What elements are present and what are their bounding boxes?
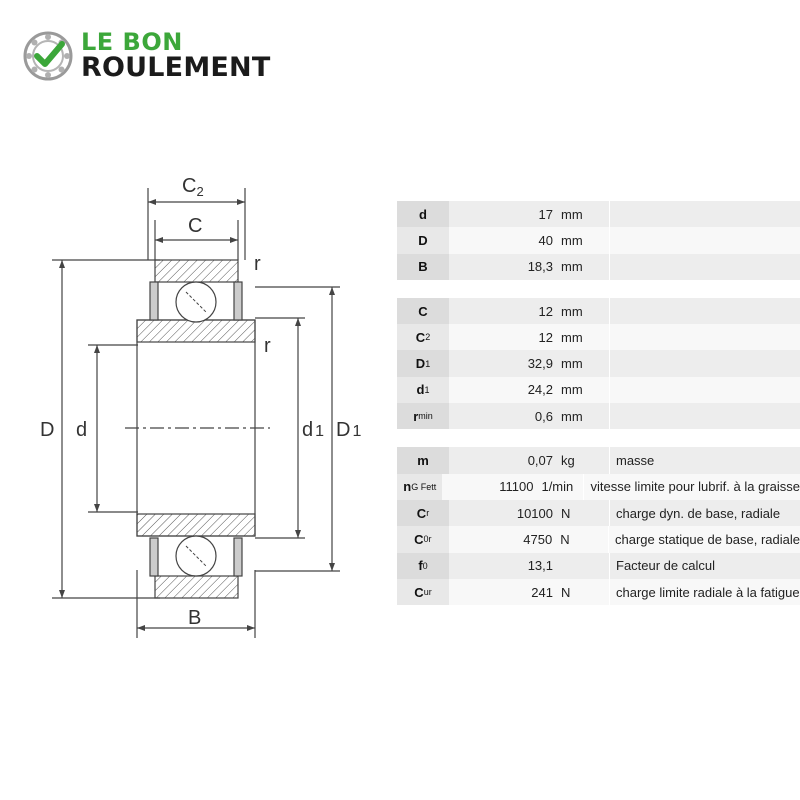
brand-line1: LE BON: [81, 28, 183, 56]
brand-line2: ROULEMENT: [81, 52, 271, 83]
spec-description: charge limite radiale à la fatigue: [609, 579, 800, 605]
spec-description: [609, 254, 800, 280]
spec-unit: mm: [561, 356, 583, 372]
spec-symbol: [397, 553, 449, 579]
spec-row: [397, 474, 800, 500]
spec-description: Facteur de calcul: [609, 553, 800, 579]
spec-description: masse: [609, 447, 800, 473]
spec-value: 0,6: [534, 408, 553, 424]
spec-row: [397, 324, 800, 350]
spec-symbol-sub: ur: [423, 587, 432, 597]
spec-symbol-main: C: [418, 303, 428, 319]
spec-description: charge dyn. de base, radiale: [609, 500, 800, 526]
spec-symbol-main: r: [413, 408, 419, 424]
spec-symbol-sub: 1: [424, 384, 430, 395]
spec-symbol-main: d: [416, 382, 425, 398]
spec-symbol: [397, 324, 449, 350]
spec-symbol-main: C: [415, 329, 426, 345]
spec-symbol-sub: r: [426, 508, 430, 519]
spec-value: 18,3: [527, 259, 553, 275]
spec-symbol-main: f: [418, 558, 423, 574]
spec-value: 24,2: [527, 382, 553, 398]
group-geometry: [397, 298, 800, 429]
spec-symbol-sub: 0r: [423, 534, 432, 545]
spec-symbol-main: B: [418, 259, 428, 275]
spec-value: 4750: [523, 531, 553, 547]
label-small-d: d: [76, 419, 88, 441]
spec-row: [397, 201, 800, 227]
label-c2: $C_2$: [182, 175, 204, 199]
spec-symbol: [397, 526, 449, 552]
spec-unit: 1/min: [541, 479, 574, 495]
spec-symbol: [397, 201, 449, 227]
spec-symbol-sub: 0: [422, 560, 428, 571]
spec-row: [397, 298, 800, 324]
spec-row: [397, 227, 800, 253]
spec-symbol-sub: 1: [425, 358, 431, 369]
spec-row: [397, 403, 800, 429]
spec-symbol: [397, 254, 449, 280]
label-b: B: [188, 607, 202, 629]
spec-value: 241: [531, 584, 553, 600]
spec-unit: N: [560, 531, 570, 547]
spec-unit: mm: [561, 303, 583, 319]
spec-unit: mm: [561, 382, 583, 398]
spec-symbol-main: d: [419, 206, 427, 222]
spec-unit: mm: [561, 408, 583, 424]
spec-symbol-sub: 2: [425, 332, 431, 343]
spec-symbol: [397, 447, 449, 473]
spec-symbol: [397, 298, 449, 324]
spec-row: [397, 526, 800, 552]
spec-row: [397, 553, 800, 579]
spec-unit: mm: [561, 259, 583, 275]
label-d1: d 1: [302, 419, 325, 441]
spec-description: [609, 377, 800, 403]
spec-row: [397, 377, 800, 403]
spec-symbol-sub: min: [418, 411, 433, 422]
spec-value: 17: [538, 206, 553, 222]
spec-unit: N: [561, 505, 571, 521]
group-dimensions: [397, 201, 800, 280]
spec-unit: mm: [561, 206, 583, 222]
spec-table: [397, 201, 800, 623]
spec-symbol-main: m: [417, 453, 429, 469]
spec-value: 40: [538, 232, 553, 248]
spec-unit: kg: [561, 453, 575, 469]
spec-description: vitesse limite pour lubrif. à la graisse: [583, 474, 800, 500]
spec-symbol-main: C: [414, 584, 424, 600]
spec-description: [609, 350, 800, 376]
spec-value: 13,1: [527, 558, 553, 574]
spec-symbol-main: C: [414, 531, 424, 547]
spec-row: [397, 579, 800, 605]
spec-symbol: [397, 403, 449, 429]
label-big-d1: D 1: [336, 419, 362, 441]
spec-row: [397, 350, 800, 376]
spec-symbol-main: n: [403, 479, 412, 495]
label-r-mid: r: [264, 335, 271, 357]
spec-value: 11100: [499, 479, 534, 495]
group-performance: [397, 447, 800, 605]
spec-symbol-main: C: [416, 505, 427, 521]
spec-value: 10100: [516, 505, 553, 521]
spec-symbol-main: D: [415, 356, 426, 372]
spec-description: charge statique de base, radiale: [608, 526, 800, 552]
spec-symbol: [397, 377, 449, 403]
spec-value: 12: [538, 303, 553, 319]
spec-row: [397, 254, 800, 280]
spec-symbol: [397, 227, 449, 253]
spec-value: 12: [538, 329, 553, 345]
label-r-top: r: [254, 253, 261, 275]
spec-description: [609, 324, 800, 350]
spec-symbol: [397, 579, 449, 605]
spec-description: [609, 227, 800, 253]
spec-symbol: [397, 500, 449, 526]
spec-value: 0,07: [527, 453, 553, 469]
spec-symbol: [397, 474, 442, 500]
spec-value: 32,9: [527, 356, 553, 372]
spec-symbol-main: D: [418, 232, 428, 248]
spec-unit: N: [561, 584, 571, 600]
spec-unit: mm: [561, 329, 583, 345]
spec-row: [397, 447, 800, 473]
bearing-check-icon: [22, 30, 74, 82]
spec-row: [397, 500, 800, 526]
spec-symbol-sub: G Fett: [411, 481, 437, 492]
spec-description: [609, 403, 800, 429]
brand-logo: [22, 28, 302, 84]
bearing-drawing: [0, 160, 390, 650]
spec-description: [609, 298, 800, 324]
spec-symbol: [397, 350, 449, 376]
label-c: C: [188, 215, 203, 237]
spec-unit: mm: [561, 232, 583, 248]
spec-description: [609, 201, 800, 227]
label-big-d: D: [40, 419, 55, 441]
